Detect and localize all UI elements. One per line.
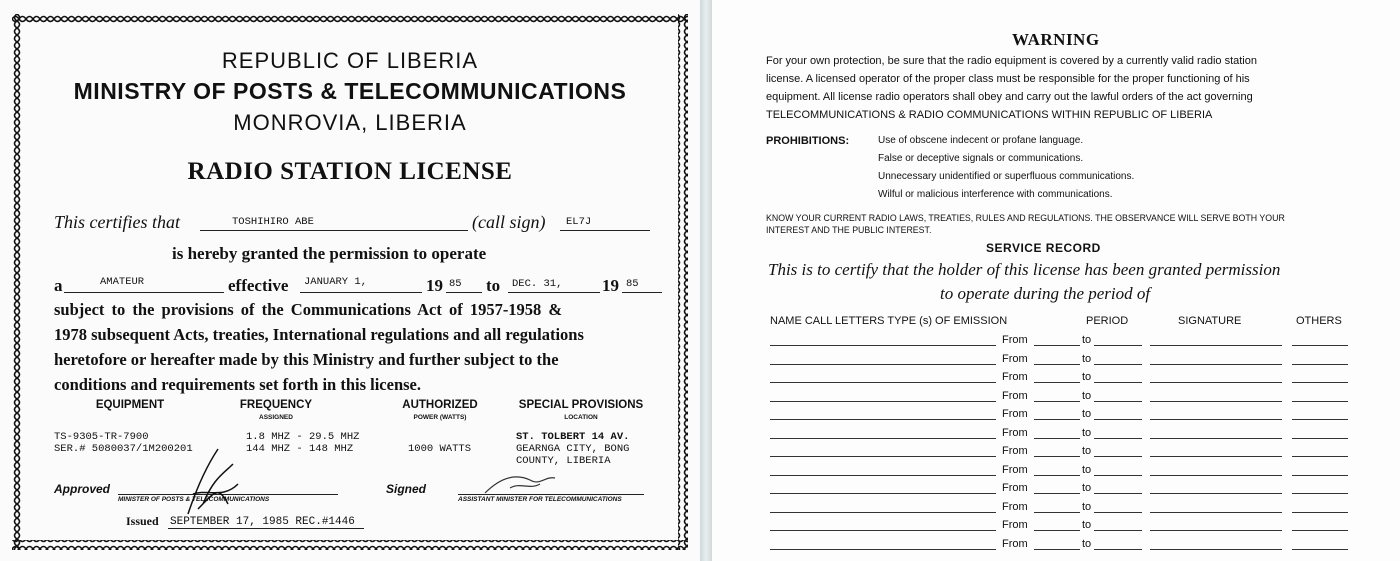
page-gap: [700, 0, 712, 561]
signature-blank: [1150, 401, 1282, 402]
frequency-line-1: 1.8 MHZ - 29.5 MHZ: [246, 431, 360, 443]
signature-blank: [1150, 475, 1282, 476]
name-blank: [770, 438, 996, 439]
effective-label: effective: [228, 276, 289, 295]
signature-blank: [1150, 345, 1282, 346]
others-blank: [1292, 512, 1348, 513]
row-to-label: to: [1082, 352, 1092, 365]
approved-title: MINISTER OF POSTS & TELECOMMUNICATIONS: [118, 496, 270, 503]
from-blank: [1034, 512, 1080, 513]
end-year: 85: [626, 278, 639, 290]
call-sign-value: EL7J: [566, 216, 592, 228]
to-blank: [1094, 549, 1142, 550]
certify-line-1: This is to certify that the holder of this license has been granted permission: [768, 260, 1281, 279]
service-record-title: SERVICE RECORD: [986, 241, 1101, 255]
to-blank: [1094, 382, 1142, 383]
from-blank: [1034, 382, 1080, 383]
name-blank: [770, 382, 996, 383]
prohibition-3: Unnecessary unidentified or superfluous communications.: [878, 171, 1135, 182]
others-blank: [1292, 475, 1348, 476]
col-authorized: AUTHORIZED: [402, 399, 478, 411]
license-title: RADIO STATION LICENSE: [187, 158, 513, 185]
signature-blank: [1150, 419, 1282, 420]
col-authorized-sub: POWER (WATTS): [413, 414, 467, 421]
signature-blank: [1150, 456, 1282, 457]
name-blank: [770, 549, 996, 550]
frequency-line-2: 144 MHZ - 148 MHZ: [246, 443, 354, 455]
equipment-line-2: SER.# 5080037/1M200201: [54, 443, 193, 455]
warning-title: WARNING: [1012, 30, 1100, 49]
from-blank: [1034, 530, 1080, 531]
to-blank: [1094, 530, 1142, 531]
call-sign-label: (call sign): [472, 212, 546, 232]
prohibition-4: Wilful or malicious interference with communications.: [878, 189, 1113, 200]
prohibition-1: Use of obscene indecent or profane language.: [878, 135, 1084, 146]
name-blank: [770, 530, 996, 531]
header-name: NAME CALL LETTERS TYPE (s) OF EMISSION: [770, 315, 1008, 327]
name-blank: [770, 401, 996, 402]
from-blank: [1034, 493, 1080, 494]
certify-line-2: to operate during the period of: [940, 284, 1151, 303]
row-from-label: From: [1002, 500, 1028, 513]
row-to-label: to: [1082, 463, 1092, 476]
row-from-label: From: [1002, 519, 1028, 531]
row-from-label: From: [1002, 389, 1028, 402]
others-blank: [1292, 493, 1348, 494]
from-blank: [1034, 438, 1080, 439]
others-blank: [1292, 549, 1348, 550]
signed-label: Signed: [386, 482, 427, 496]
header-signature: SIGNATURE: [1178, 315, 1242, 327]
ministry-heading: MINISTRY OF POSTS & TELECOMMUNICATIONS: [73, 78, 627, 104]
signature-blank: [1150, 364, 1282, 365]
row-from-label: From: [1002, 445, 1028, 457]
assistant-signature: [480, 468, 560, 498]
power-value: 1000 WATTS: [408, 443, 472, 455]
row-to-label: to: [1082, 500, 1092, 513]
warning-line-3: equipment. All license radio operators shall obey and carry out the lawful orders of the act governing: [766, 91, 1253, 103]
holder-name: TOSHIHIRO ABE: [232, 216, 314, 228]
body-line-4: conditions and requirements set forth in this license.: [54, 375, 421, 394]
row-to-label: to: [1082, 426, 1092, 439]
signature-blank: [1150, 382, 1282, 383]
name-blank: [770, 419, 996, 420]
to-blank: [1094, 438, 1142, 439]
others-blank: [1292, 419, 1348, 420]
others-blank: [1292, 456, 1348, 457]
start-year: 85: [449, 278, 462, 290]
end-date: DEC. 31,: [512, 278, 563, 290]
signature-blank: [1150, 549, 1282, 550]
year-prefix-start: 19: [426, 276, 443, 295]
others-blank: [1292, 345, 1348, 346]
republic-heading: REPUBLIC OF LIBERIA: [221, 48, 479, 73]
a-label: a: [54, 276, 63, 295]
to-blank: [1094, 512, 1142, 513]
col-frequency-sub: ASSIGNED: [259, 414, 293, 421]
warning-line-1: For your own protection, be sure that the radio equipment is covered by a currently valid radio station: [766, 55, 1257, 67]
signature-blank: [1150, 512, 1282, 513]
location-line-2: GEARNGA CITY, BONG: [516, 443, 630, 455]
equipment-line-1: TS-9305-TR-7900: [54, 431, 149, 443]
minister-signature: [178, 444, 248, 520]
certifies-label: This certifies that: [54, 212, 180, 232]
effective-date: JANUARY 1,: [304, 276, 368, 288]
issued-date: SEPTEMBER 17, 1985 REC.#1446: [170, 516, 355, 528]
header-period: PERIOD: [1086, 315, 1129, 327]
signature-blank: [1150, 438, 1282, 439]
others-blank: [1292, 401, 1348, 402]
prohibition-2: False or deceptive signals or communications.: [878, 153, 1084, 164]
warning-line-2: license. A licensed operator of the proper class must be responsible for the proper functioning of his: [766, 73, 1250, 85]
location-line-1: ST. TOLBERT 14 AV.: [516, 431, 630, 443]
name-blank: [770, 364, 996, 365]
prohibitions-label: PROHIBITIONS:: [766, 135, 850, 147]
col-special: SPECIAL PROVISIONS: [518, 399, 644, 411]
to-blank: [1094, 419, 1142, 420]
know-line-2: INTEREST AND THE PUBLIC INTEREST.: [766, 225, 932, 235]
row-to-label: to: [1082, 371, 1092, 383]
row-from-label: From: [1002, 482, 1028, 494]
row-from-label: From: [1002, 371, 1028, 383]
approved-label: Approved: [54, 482, 111, 496]
to-blank: [1094, 345, 1142, 346]
from-blank: [1034, 475, 1080, 476]
from-blank: [1034, 364, 1080, 365]
name-blank: [770, 475, 996, 476]
name-blank: [770, 493, 996, 494]
to-blank: [1094, 401, 1142, 402]
name-blank: [770, 512, 996, 513]
year-prefix-end: 19: [602, 276, 619, 295]
row-to-label: to: [1082, 445, 1092, 457]
license-class: AMATEUR: [100, 276, 145, 288]
from-blank: [1034, 419, 1080, 420]
row-to-label: to: [1082, 334, 1092, 346]
granted-text: is hereby granted the permission to operate: [172, 244, 487, 263]
row-to-label: to: [1082, 537, 1092, 550]
others-blank: [1292, 382, 1348, 383]
to-blank: [1094, 475, 1142, 476]
signed-title: ASSISTANT MINISTER FOR TELECOMMUNICATIONS: [458, 496, 622, 503]
name-blank: [770, 345, 996, 346]
body-line-2: 1978 subsequent Acts, treaties, International regulations and all regulations: [54, 325, 584, 344]
from-blank: [1034, 401, 1080, 402]
signature-blank: [1150, 530, 1282, 531]
row-to-label: to: [1082, 482, 1092, 494]
from-blank: [1034, 549, 1080, 550]
signature-blank: [1150, 493, 1282, 494]
others-blank: [1292, 364, 1348, 365]
issued-label: Issued: [126, 514, 159, 528]
know-line-1: KNOW YOUR CURRENT RADIO LAWS, TREATIES, RULES AND REGULATIONS. THE OBSERVANCE WILL SERVE BOTH YOUR: [766, 213, 1285, 223]
row-from-label: From: [1002, 426, 1028, 439]
col-equipment: EQUIPMENT: [95, 399, 165, 411]
name-blank: [770, 456, 996, 457]
to-label: to: [486, 276, 501, 295]
location-line-3: COUNTY, LIBERIA: [516, 455, 611, 467]
row-from-label: From: [1002, 463, 1028, 476]
row-from-label: From: [1002, 408, 1028, 420]
row-from-label: From: [1002, 352, 1028, 365]
row-from-label: From: [1002, 334, 1028, 346]
others-blank: [1292, 530, 1348, 531]
to-blank: [1094, 493, 1142, 494]
row-to-label: to: [1082, 408, 1092, 420]
body-line-3: heretofore or hereafter made by this Ministry and further subject to the: [54, 350, 559, 369]
from-blank: [1034, 456, 1080, 457]
body-line-1: subject to the provisions of the Communications Act of 1957-1958 &: [54, 300, 563, 319]
city-heading: MONROVIA, LIBERIA: [233, 110, 467, 135]
from-blank: [1034, 345, 1080, 346]
license-back-page: [712, 0, 1400, 561]
col-frequency: FREQUENCY: [239, 399, 313, 411]
others-blank: [1292, 438, 1348, 439]
to-blank: [1094, 456, 1142, 457]
header-others: OTHERS: [1296, 315, 1342, 327]
warning-line-4: TELECOMMUNICATIONS & RADIO COMMUNICATIONS WITHIN REPUBLIC OF LIBERIA: [766, 109, 1213, 121]
row-from-label: From: [1002, 537, 1028, 550]
row-to-label: to: [1082, 519, 1092, 531]
col-special-sub: LOCATION: [564, 414, 598, 421]
row-to-label: to: [1082, 389, 1092, 402]
to-blank: [1094, 364, 1142, 365]
